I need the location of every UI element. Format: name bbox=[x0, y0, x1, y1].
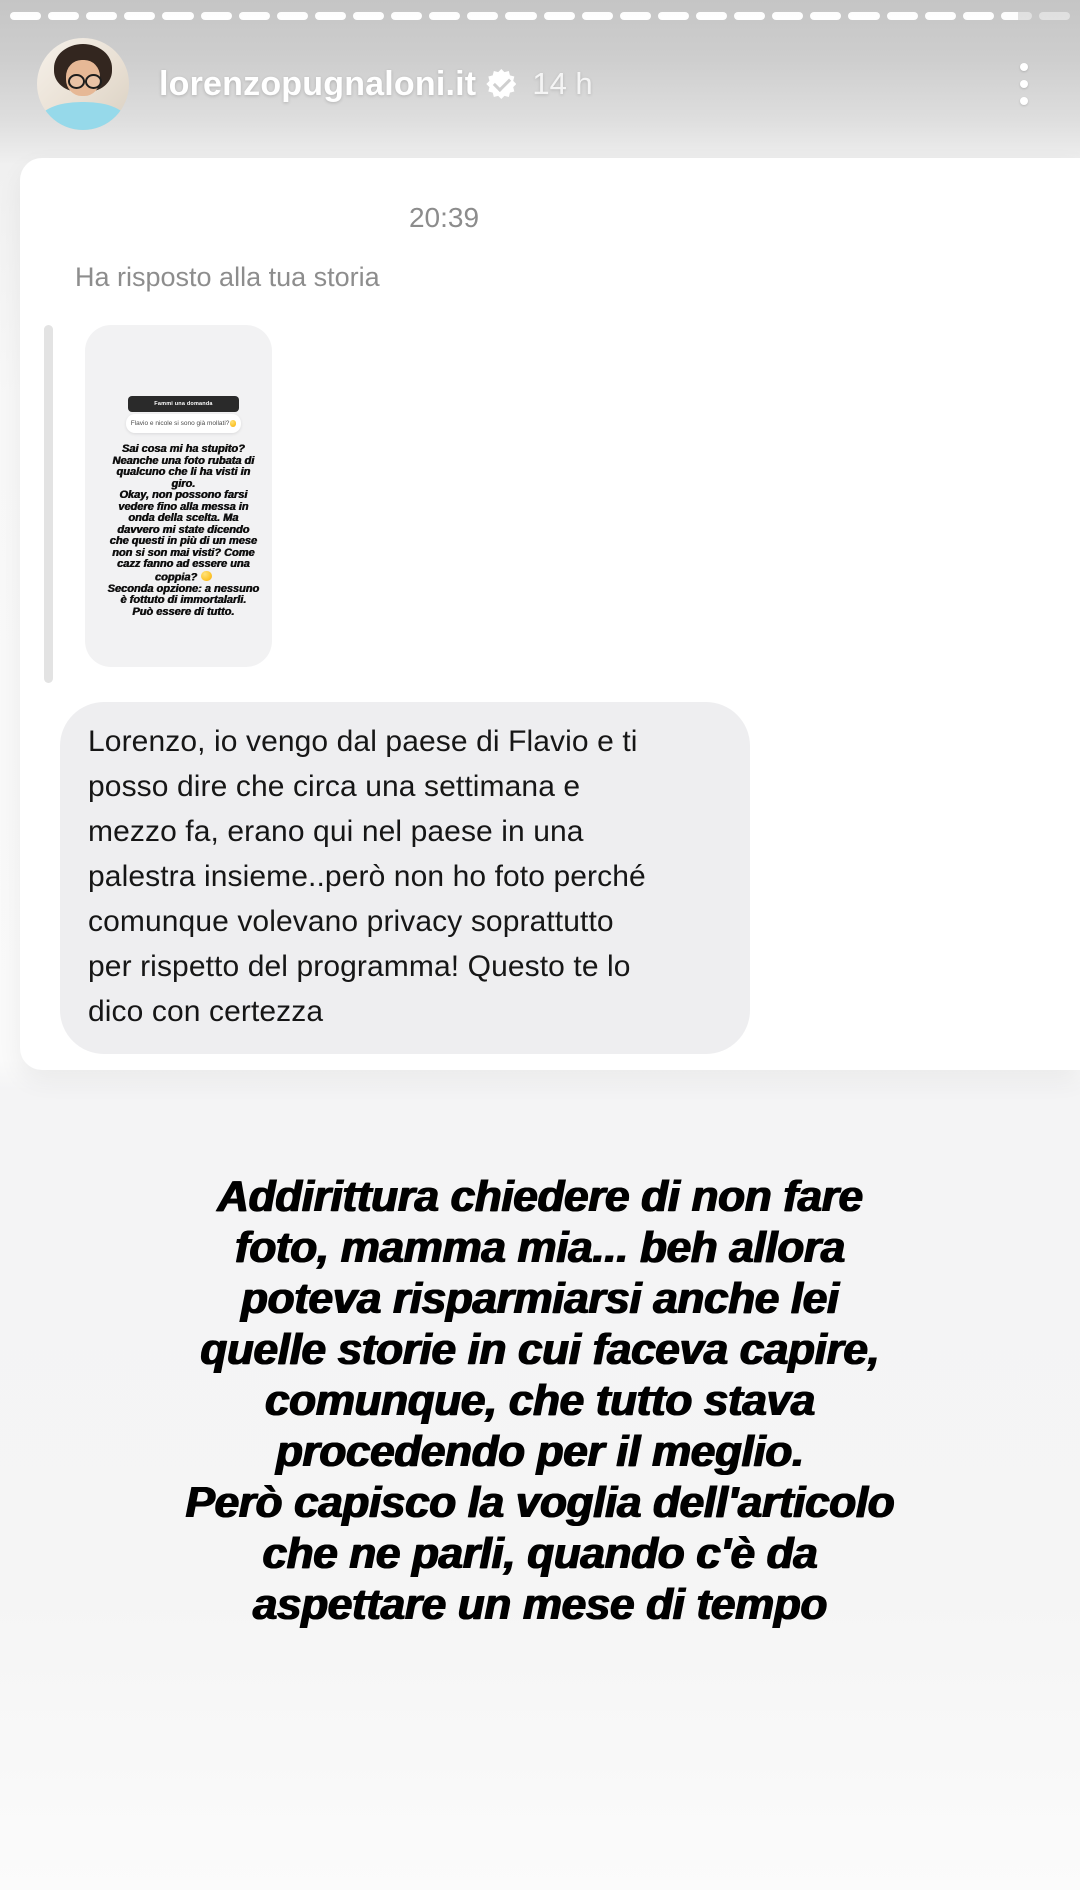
text-line: coppia? bbox=[85, 571, 272, 584]
progress-segment bbox=[1039, 12, 1070, 20]
text-line: giro. bbox=[171, 477, 196, 490]
sweat-smile-emoji bbox=[201, 571, 211, 581]
more-options-button[interactable] bbox=[1004, 48, 1044, 120]
progress-segment bbox=[734, 12, 765, 20]
progress-segment bbox=[353, 12, 384, 20]
text-line: Sai cosa mi ha stupito? bbox=[122, 443, 245, 455]
progress-segment bbox=[658, 12, 689, 20]
progress-segment bbox=[544, 12, 575, 20]
text-line: cazz fanno ad essere una bbox=[117, 558, 250, 570]
progress-segment bbox=[467, 12, 498, 20]
text-line: procedendo per il meglio. bbox=[276, 1427, 804, 1476]
text-line: Però capisco la voglia dell'articolo bbox=[185, 1478, 895, 1527]
text-line: onda della scelta. Ma bbox=[128, 512, 239, 524]
progress-segment bbox=[1001, 12, 1032, 20]
question-sticker: Fammi una domanda bbox=[128, 396, 239, 412]
story-thumbnail-text bbox=[85, 444, 272, 618]
progress-segment bbox=[315, 12, 346, 20]
progress-segment bbox=[86, 12, 117, 20]
progress-segment bbox=[162, 12, 193, 20]
text-line: foto, mamma mia... beh allora bbox=[235, 1223, 845, 1272]
text-line: che ne parli, quando c'è da bbox=[262, 1529, 818, 1578]
progress-segment bbox=[48, 12, 79, 20]
progress-segment bbox=[696, 12, 727, 20]
avatar-glasses bbox=[68, 74, 85, 89]
progress-segment bbox=[10, 12, 41, 20]
dm-time: 20:39 bbox=[408, 202, 480, 233]
text-line: Può essere di tutto. bbox=[132, 605, 235, 618]
text-line: Neanche una foto rubata di bbox=[112, 454, 255, 467]
text-line: vedere fino alla messa in bbox=[118, 500, 249, 513]
text-line: dico con certezza bbox=[88, 995, 324, 1028]
text-line: Seconda opzione: a nessuno bbox=[107, 582, 260, 595]
text-line: comunque, che tutto stava bbox=[265, 1376, 815, 1425]
text-line: Okay, non possono farsi bbox=[119, 489, 248, 501]
progress-segment bbox=[124, 12, 155, 20]
story-overlay-text bbox=[0, 1171, 1080, 1630]
progress-segment bbox=[925, 12, 956, 20]
dot-icon bbox=[1020, 63, 1028, 71]
text-line: Addirittura chiedere di non fare bbox=[217, 1172, 863, 1221]
story-header bbox=[37, 36, 1044, 132]
progress-segment bbox=[429, 12, 460, 20]
story-thumbnail[interactable] bbox=[85, 325, 272, 667]
progress-segment bbox=[239, 12, 270, 20]
text-line: poteva risparmiarsi anche lei bbox=[241, 1274, 839, 1323]
text-line: davvero mi state dicendo bbox=[117, 523, 250, 536]
text-line: palestra insieme..però non ho foto perché bbox=[88, 860, 646, 893]
sweat-smile-emoji bbox=[230, 420, 236, 426]
dm-screenshot bbox=[20, 158, 1080, 1070]
avatar-hoodie bbox=[39, 102, 127, 130]
dot-icon bbox=[1020, 80, 1028, 88]
avatar[interactable] bbox=[37, 38, 129, 130]
progress-segment bbox=[391, 12, 422, 20]
progress-segment bbox=[848, 12, 879, 20]
question-reply-bubble: Flavio e nicole si sono già mollati? bbox=[126, 414, 241, 433]
text-line: non si son mai visti? Come bbox=[112, 546, 255, 559]
text-line: per rispetto del programma! Questo te lo bbox=[88, 950, 631, 983]
text-line: aspettare un mese di tempo bbox=[252, 1580, 828, 1629]
progress-segment bbox=[963, 12, 994, 20]
text-line: qualcuno che li ha visti in bbox=[116, 466, 251, 478]
dot-icon bbox=[1020, 97, 1028, 105]
story-timestamp: 14 h bbox=[532, 66, 593, 101]
reply-indicator-line bbox=[44, 325, 53, 683]
text-line: è fottuto di immortalarli. bbox=[120, 594, 247, 607]
message-bubble bbox=[60, 702, 750, 1054]
text-line: Lorenzo, io vengo dal paese di Flavio e ti bbox=[88, 725, 638, 758]
verified-badge-icon bbox=[486, 69, 516, 99]
progress-segment bbox=[772, 12, 803, 20]
progress-segment bbox=[201, 12, 232, 20]
reply-context-label: Ha risposto alla tua storia bbox=[75, 262, 380, 292]
progress-segment bbox=[277, 12, 308, 20]
avatar-glasses bbox=[85, 74, 102, 89]
progress-segment bbox=[810, 12, 841, 20]
text-line: comunque volevano privacy soprattutto bbox=[88, 905, 614, 938]
text-line: posso dire che circa una settimana e bbox=[88, 770, 581, 803]
story-progress-bar bbox=[10, 12, 1070, 20]
progress-segment bbox=[505, 12, 536, 20]
username[interactable]: lorenzopugnaloni.it bbox=[159, 64, 477, 103]
progress-segment bbox=[620, 12, 651, 20]
progress-segment bbox=[582, 12, 613, 20]
text-line: mezzo fa, erano qui nel paese in una bbox=[88, 815, 584, 848]
text-line: quelle storie in cui faceva capire, bbox=[200, 1325, 880, 1374]
progress-segment bbox=[887, 12, 918, 20]
text-line: che questi in più di un mese bbox=[109, 535, 258, 547]
